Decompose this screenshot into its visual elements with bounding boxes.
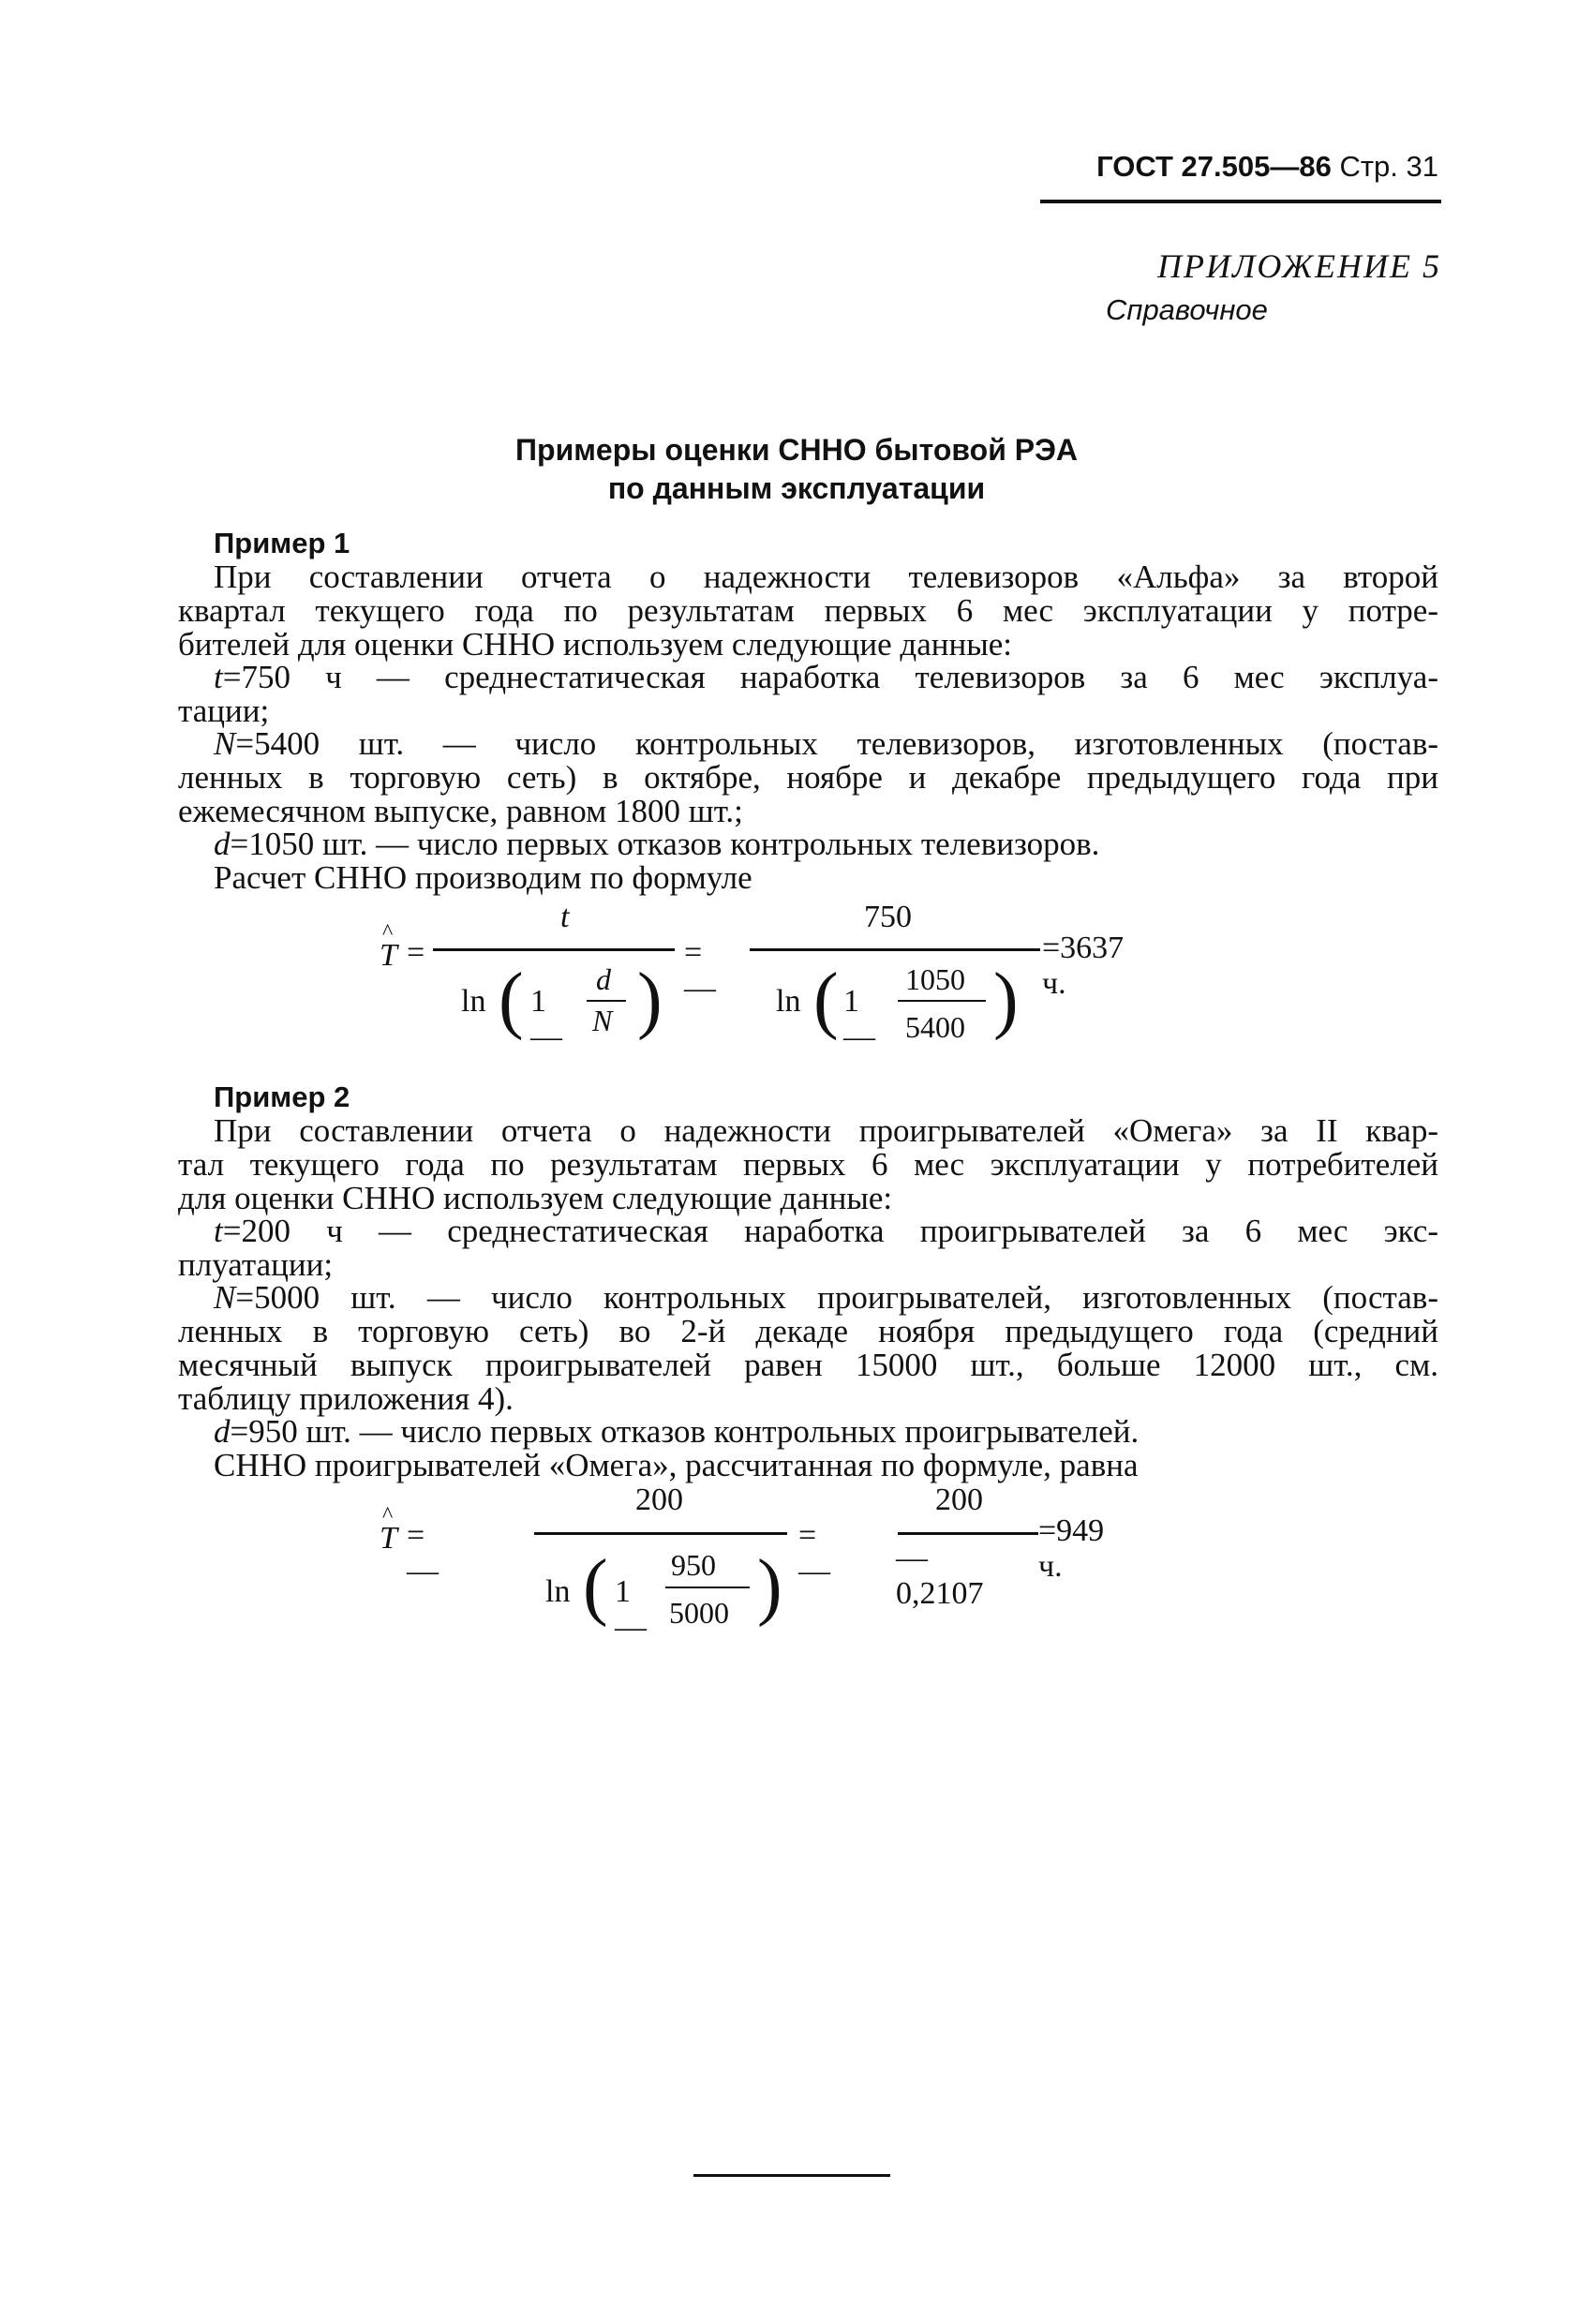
formula-one: 1— — [530, 984, 562, 1054]
page-number: Стр. 31 — [1339, 150, 1438, 183]
formula-numerator: 200 — [635, 1482, 683, 1517]
var-symbol: t — [214, 1213, 223, 1249]
variable-t — [214, 659, 1438, 696]
formula-eq: = — — [684, 935, 716, 1006]
paragraph-line: ежемесячном выпуске, равном 1800 шт.; — [178, 793, 743, 829]
paren-close: ) — [637, 959, 663, 1041]
paragraph-line: месячный выпуск проигрывателей равен 15000 шт., больше 12000 шт., см. — [178, 1347, 1438, 1383]
formula-frac-den: 5000 — [669, 1596, 729, 1630]
formula-d: d — [596, 962, 611, 996]
var-symbol: t — [214, 659, 223, 695]
example2-heading: Пример 2 — [214, 1080, 350, 1113]
formula-ln: ln — [461, 984, 486, 1019]
formula-numerator: t — [560, 900, 570, 934]
inner-fraction-bar — [898, 1000, 986, 1002]
formula-one: 1— — [615, 1574, 647, 1645]
paragraph-line: тал текущего года по результатам первых 6 мес эксплуатации у потребителей — [178, 1146, 1438, 1183]
paragraph-line: квартал текущего года по результатам первых 6 мес эксплуатации у потре- — [178, 592, 1438, 629]
formula-one: 1— — [843, 984, 875, 1054]
fraction-bar — [534, 1532, 787, 1535]
variable-t — [214, 1213, 1438, 1250]
paren-open: ( — [583, 1545, 608, 1628]
paragraph-line: При составлении отчета о надежности проигрывателей «Омега» за II квар- — [214, 1112, 1438, 1149]
formula-symbol-T: T — [380, 938, 397, 973]
formula-eq: = — [407, 935, 425, 970]
paragraph-line: СННО проигрывателей «Омега», рассчитанная по формуле, равна — [214, 1447, 1139, 1483]
formula-N: N — [592, 1004, 613, 1037]
paragraph-line: Расчет СННО производим по формуле — [214, 859, 752, 896]
end-rule — [693, 2174, 890, 2177]
formula-eq: = — — [407, 1518, 439, 1588]
var-text: =950 шт. — число первых отказов контрольных проигрывателей. — [230, 1413, 1140, 1450]
formula-denominator: — 0,2107 — [896, 1541, 984, 1611]
paren-open: ( — [813, 959, 839, 1041]
paren-close: ) — [993, 959, 1019, 1041]
var-text: =5000 шт. — число контрольных проигрывателей, изготовленных (постав- — [235, 1279, 1438, 1316]
header-rule — [1040, 200, 1441, 203]
var-symbol: d — [214, 1413, 231, 1450]
paragraph-line: таблицу приложения 4). — [178, 1380, 514, 1417]
fraction-bar — [898, 1532, 1038, 1535]
fraction-bar — [750, 948, 1040, 951]
var-text: =750 ч — среднестатическая наработка телевизоров за 6 мес эксплуа- — [222, 659, 1438, 695]
paragraph-line: бителей для оценки СННО используем следующие данные: — [178, 626, 1012, 663]
paragraph-line: ленных в торговую сеть) во 2-й декаде ноября предыдущего года (средний — [178, 1313, 1438, 1349]
formula-frac-num: 1050 — [905, 962, 965, 996]
var-symbol: N — [214, 725, 236, 762]
var-text: =5400 шт. — число контрольных телевизоров, изготовленных (постав- — [235, 725, 1438, 762]
formula-eq: = — — [798, 1518, 830, 1588]
formula-result: =949 ч. — [1038, 1513, 1105, 1584]
paren-close: ) — [757, 1545, 782, 1628]
formula-result: =3637 ч. — [1042, 931, 1125, 1001]
var-text: =200 ч — среднестатическая наработка проигрывателей за 6 мес экс- — [222, 1213, 1438, 1249]
fraction-bar — [433, 948, 675, 951]
formula-ln: ln — [545, 1574, 571, 1609]
appendix-title: ПРИЛОЖЕНИЕ 5 — [1157, 247, 1441, 285]
variable-d — [214, 1413, 1438, 1451]
formula-numerator: 750 — [864, 900, 912, 934]
variable-n — [214, 725, 1438, 763]
page-title: Примеры оценки СННО бытовой РЭА — [515, 433, 1078, 467]
formula-frac-num: 950 — [671, 1548, 716, 1582]
formula-symbol-T: T — [380, 1521, 397, 1556]
variable-n — [214, 1279, 1438, 1317]
paragraph-line: ленных в торговую сеть) в октябре, ноябре и декабре предыдущего года при — [178, 759, 1438, 796]
appendix-subtitle: Справочное — [1106, 293, 1268, 326]
page-header — [937, 150, 1438, 184]
var-symbol: N — [214, 1279, 236, 1316]
inner-fraction-bar — [665, 1587, 750, 1588]
hat-accent: ^ — [382, 920, 394, 945]
doc-number: ГОСТ 27.505—86 — [1096, 150, 1332, 183]
paragraph-line: для оценки СННО используем следующие данные: — [178, 1180, 893, 1216]
formula-frac-den: 5400 — [905, 1010, 965, 1044]
var-symbol: d — [214, 826, 231, 862]
formula-numerator: 200 — [935, 1482, 983, 1517]
variable-d — [214, 826, 1438, 863]
paren-open: ( — [499, 959, 524, 1041]
example1-heading: Пример 1 — [214, 527, 350, 559]
paragraph-line: тации; — [178, 693, 270, 729]
formula-ln: ln — [776, 984, 801, 1019]
paragraph-line: При составлении отчета о надежности телевизоров «Альфа» за второй — [214, 559, 1438, 595]
paragraph-line: плуатации; — [178, 1246, 334, 1283]
inner-fraction-bar — [587, 1000, 626, 1002]
var-text: =1050 шт. — число первых отказов контрольных телевизоров. — [230, 826, 1100, 862]
hat-accent: ^ — [382, 1503, 394, 1527]
page-subtitle: по данным эксплуатации — [607, 471, 986, 505]
